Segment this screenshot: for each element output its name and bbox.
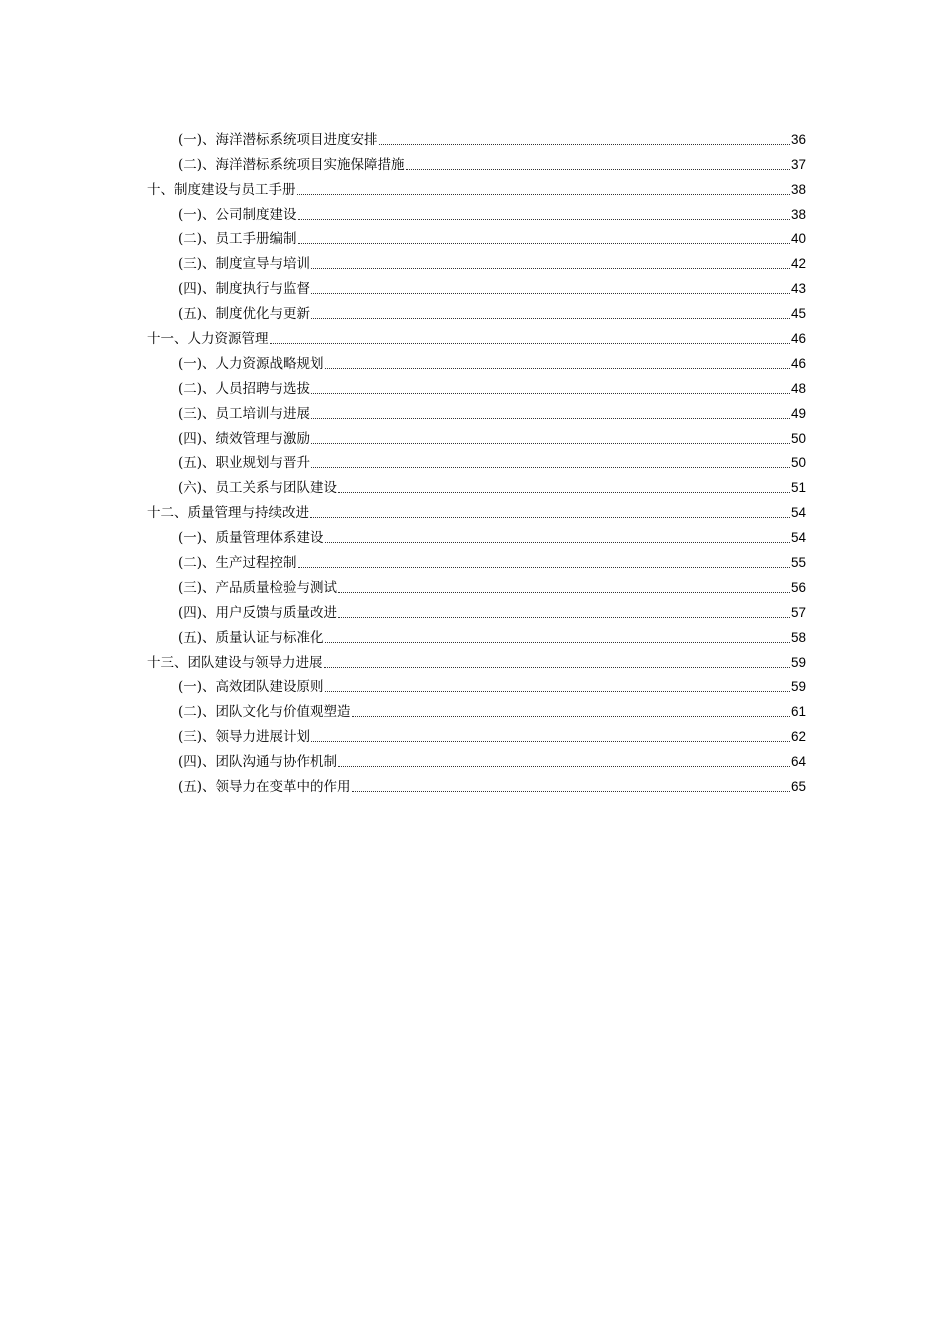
toc-entry-title: (一)、海洋潜标系统项目进度安排 bbox=[178, 131, 378, 148]
toc-page-number: 36 bbox=[790, 131, 806, 147]
toc-dot-leader bbox=[311, 393, 790, 394]
toc-dot-leader bbox=[311, 318, 790, 319]
toc-page-number: 62 bbox=[790, 729, 806, 745]
toc-entry-title: (二)、生产过程控制 bbox=[178, 555, 297, 572]
toc-dot-leader bbox=[325, 691, 790, 692]
toc-entry-title: (四)、制度执行与监督 bbox=[178, 281, 311, 298]
toc-dot-leader bbox=[338, 766, 790, 767]
toc-dot-leader bbox=[379, 144, 790, 145]
toc-entry-title: 十二、质量管理与持续改进 bbox=[147, 505, 309, 522]
toc-section-entry[interactable] bbox=[147, 151, 806, 176]
toc-section-entry[interactable] bbox=[147, 201, 806, 226]
toc-dot-leader bbox=[310, 517, 790, 518]
toc-dot-leader bbox=[338, 617, 790, 618]
toc-section-entry[interactable] bbox=[147, 599, 806, 624]
toc-entry-title: (一)、质量管理体系建设 bbox=[178, 530, 324, 547]
toc-page-number: 50 bbox=[790, 430, 806, 446]
toc-section-entry[interactable] bbox=[147, 474, 806, 499]
toc-dot-leader bbox=[297, 194, 790, 195]
toc-entry-title: (二)、团队文化与价值观塑造 bbox=[178, 704, 351, 721]
toc-page-number: 38 bbox=[790, 206, 806, 222]
toc-page-number: 42 bbox=[790, 256, 806, 272]
toc-section-entry[interactable] bbox=[147, 126, 806, 151]
toc-dot-leader bbox=[338, 592, 790, 593]
toc-page-number: 48 bbox=[790, 380, 806, 396]
toc-dot-leader bbox=[338, 492, 790, 493]
toc-dot-leader bbox=[311, 293, 790, 294]
toc-page-number: 40 bbox=[790, 231, 806, 247]
toc-entry-title: (四)、团队沟通与协作机制 bbox=[178, 754, 338, 771]
toc-dot-leader bbox=[311, 443, 790, 444]
toc-entry-title: (五)、质量认证与标准化 bbox=[178, 629, 324, 646]
toc-dot-leader bbox=[325, 642, 790, 643]
toc-chapter-entry[interactable] bbox=[147, 649, 806, 674]
toc-page-number: 46 bbox=[790, 331, 806, 347]
toc-entry-title: (四)、用户反馈与质量改进 bbox=[178, 604, 338, 621]
toc-section-entry[interactable] bbox=[147, 524, 806, 549]
toc-dot-leader bbox=[352, 716, 790, 717]
toc-page-number: 55 bbox=[790, 555, 806, 571]
toc-dot-leader bbox=[311, 741, 790, 742]
toc-entry-title: 十、制度建设与员工手册 bbox=[147, 181, 296, 198]
toc-page-number: 46 bbox=[790, 355, 806, 371]
toc-page-number: 50 bbox=[790, 455, 806, 471]
toc-dot-leader bbox=[406, 169, 790, 170]
toc-page-number: 64 bbox=[790, 754, 806, 770]
toc-dot-leader bbox=[311, 418, 790, 419]
toc-entry-title: 十一、人力资源管理 bbox=[147, 331, 269, 348]
toc-entry-title: (二)、员工手册编制 bbox=[178, 231, 297, 248]
toc-chapter-entry[interactable] bbox=[147, 325, 806, 350]
toc-entry-title: (一)、人力资源战略规划 bbox=[178, 355, 324, 372]
toc-dot-leader bbox=[298, 219, 790, 220]
toc-entry-title: 十三、团队建设与领导力进展 bbox=[147, 654, 323, 671]
toc-dot-leader bbox=[311, 467, 790, 468]
toc-section-entry[interactable] bbox=[147, 350, 806, 375]
toc-entry-title: (三)、产品质量检验与测试 bbox=[178, 579, 338, 596]
toc-entry-title: (二)、海洋潜标系统项目实施保障措施 bbox=[178, 156, 405, 173]
toc-entry-title: (三)、领导力进展计划 bbox=[178, 729, 311, 746]
toc-entry-title: (五)、职业规划与晋升 bbox=[178, 455, 311, 472]
toc-section-entry[interactable] bbox=[147, 425, 806, 450]
toc-section-entry[interactable] bbox=[147, 450, 806, 475]
toc-page-number: 58 bbox=[790, 629, 806, 645]
toc-section-entry[interactable] bbox=[147, 748, 806, 773]
toc-dot-leader bbox=[270, 343, 790, 344]
toc-section-entry[interactable] bbox=[147, 574, 806, 599]
table-of-contents bbox=[147, 126, 806, 798]
toc-page-number: 65 bbox=[790, 779, 806, 795]
toc-dot-leader bbox=[325, 542, 790, 543]
toc-entry-title: (四)、绩效管理与激励 bbox=[178, 430, 311, 447]
toc-page-number: 45 bbox=[790, 306, 806, 322]
toc-page-number: 59 bbox=[790, 654, 806, 670]
toc-page-number: 56 bbox=[790, 579, 806, 595]
toc-page-number: 59 bbox=[790, 679, 806, 695]
toc-page-number: 54 bbox=[790, 505, 806, 521]
toc-entry-title: (三)、员工培训与进展 bbox=[178, 405, 311, 422]
toc-dot-leader bbox=[311, 268, 790, 269]
toc-entry-title: (五)、制度优化与更新 bbox=[178, 306, 311, 323]
toc-entry-title: (一)、高效团队建设原则 bbox=[178, 679, 324, 696]
toc-section-entry[interactable] bbox=[147, 624, 806, 649]
toc-page-number: 54 bbox=[790, 530, 806, 546]
toc-page-number: 49 bbox=[790, 405, 806, 421]
toc-entry-title: (一)、公司制度建设 bbox=[178, 206, 297, 223]
toc-section-entry[interactable] bbox=[147, 773, 806, 798]
toc-section-entry[interactable] bbox=[147, 250, 806, 275]
toc-section-entry[interactable] bbox=[147, 698, 806, 723]
toc-page-number: 61 bbox=[790, 704, 806, 720]
toc-dot-leader bbox=[325, 368, 790, 369]
toc-entry-title: (二)、人员招聘与选拔 bbox=[178, 380, 311, 397]
toc-dot-leader bbox=[298, 567, 790, 568]
toc-page-number: 43 bbox=[790, 281, 806, 297]
toc-section-entry[interactable] bbox=[147, 723, 806, 748]
toc-dot-leader bbox=[352, 791, 790, 792]
toc-page-number: 37 bbox=[790, 156, 806, 172]
toc-section-entry[interactable] bbox=[147, 226, 806, 251]
toc-section-entry[interactable] bbox=[147, 674, 806, 699]
toc-section-entry[interactable] bbox=[147, 549, 806, 574]
toc-entry-title: (五)、领导力在变革中的作用 bbox=[178, 779, 351, 796]
toc-entry-title: (三)、制度宣导与培训 bbox=[178, 256, 311, 273]
toc-chapter-entry[interactable] bbox=[147, 176, 806, 201]
toc-dot-leader bbox=[324, 667, 790, 668]
toc-section-entry[interactable] bbox=[147, 275, 806, 300]
toc-page-number: 38 bbox=[790, 181, 806, 197]
toc-section-entry[interactable] bbox=[147, 400, 806, 425]
toc-section-entry[interactable] bbox=[147, 300, 806, 325]
toc-dot-leader bbox=[298, 243, 790, 244]
toc-entry-title: (六)、员工关系与团队建设 bbox=[178, 480, 338, 497]
toc-chapter-entry[interactable] bbox=[147, 499, 806, 524]
toc-page-number: 57 bbox=[790, 604, 806, 620]
toc-page-number: 51 bbox=[790, 480, 806, 496]
toc-section-entry[interactable] bbox=[147, 375, 806, 400]
